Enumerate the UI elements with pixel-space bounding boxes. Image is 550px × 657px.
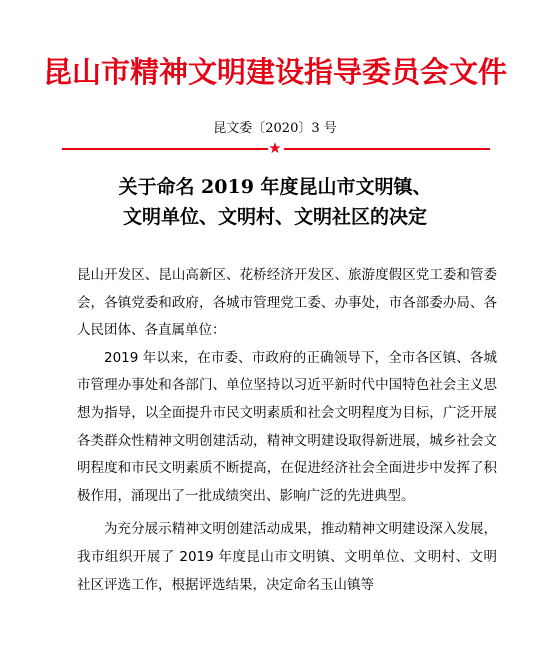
document-title-line-1: 关于命名 2019 年度昆山市文明镇、 bbox=[118, 176, 432, 198]
document-title bbox=[0, 172, 550, 232]
document-issuer-header: 昆山市精神文明建设指导委员会文件 bbox=[42, 55, 507, 89]
document-body bbox=[77, 262, 497, 599]
document-title-line-2: 文明单位、文明村、文明社区的决定 bbox=[122, 206, 427, 228]
star-icon: ★ bbox=[268, 139, 282, 157]
addressees-paragraph: 昆山开发区、昆山高新区、花桥经济开发区、旅游度假区党工委和管委会，各镇党委和政府，各城市管理党工委、办事处，市各部委办局、各人民团体、各直属单位： bbox=[77, 267, 497, 339]
body-paragraph-2: 为充分展示精神文明创建活动成果，推动精神文明建设深入发展，我市组织开展了 2019 年度昆山市文明镇、文明单位、文明村、文明社区评选工作，根据评选结果，决定命名玉山镇等 bbox=[77, 521, 497, 593]
header-divider-right bbox=[284, 148, 490, 150]
document-number: 昆文委〔2020〕3 号 bbox=[213, 121, 337, 136]
body-paragraph-1: 2019 年以来，在市委、市政府的正确领导下，全市各区镇、各城市管理办事处和各部门、单位坚持以习近平新时代中国特色社会主义思想为指导，以全面提升市民文明素质和社会文明程度为目标，广泛开展各类群众性精神文明创建活动，精神文明建设取得新进展，城乡社会文明程度和市民文明素质不断提高，在促进经济社会全面进步中发挥了积极作用，涌现出了一批成绩突出、影响广泛的先进典型。 bbox=[77, 349, 497, 504]
header-divider-left bbox=[62, 148, 268, 150]
